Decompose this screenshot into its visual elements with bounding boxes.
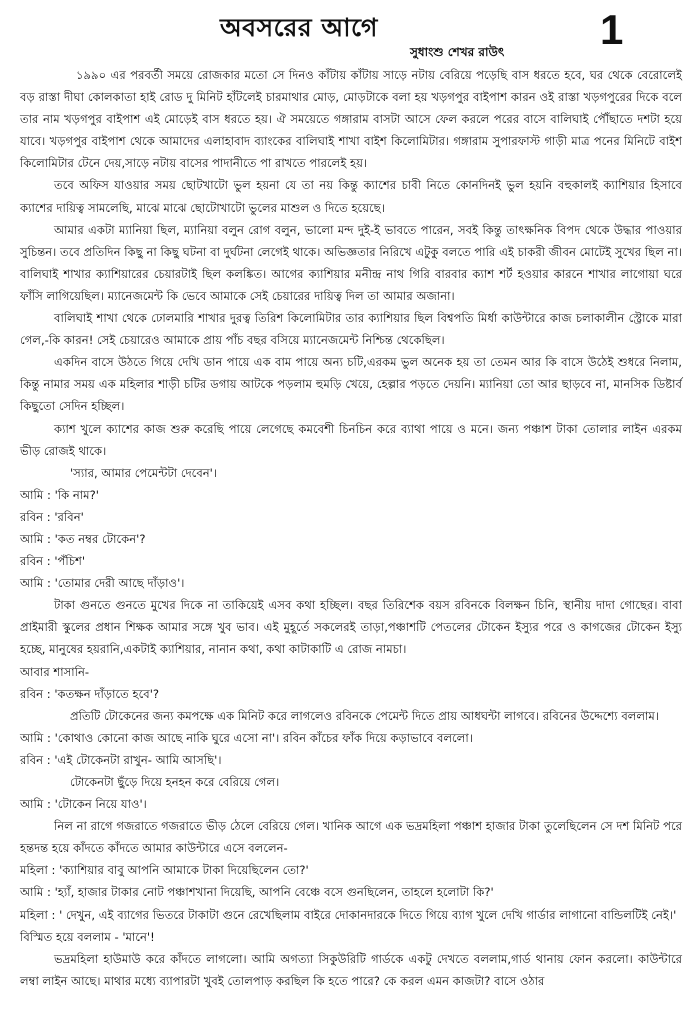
dialogue-line [20, 550, 682, 572]
page-number: 1 [600, 6, 624, 53]
dialogue-line [20, 904, 682, 926]
dialogue-text: 'রবিন' [54, 509, 84, 524]
paragraph: নিল না রাগে গজরাতে গজরাতে ভীড় ঠেলে বেরিয়ে গেল। খানিক আগে এক ভদ্রমহিলা পঞ্চাশ হাজার টাকা তুলেছিলেন সে দশ মিনিট পরে হন্তদন্ত হয়ে কাঁদতে কাঁদতে আমার কাউন্টারে এসে বললেন- [20, 819, 682, 856]
story-body [20, 64, 682, 992]
dialogue-line [20, 859, 682, 881]
speaker: মহিলা : [20, 863, 56, 878]
speaker: আমি : [20, 576, 51, 591]
story-title: অবসরের আগে [220, 13, 378, 42]
author-name: সুধাংশু শেখর রাউৎ [410, 45, 505, 59]
dialogue-text: 'কতক্ষন দাঁড়াতে হবে'? [54, 686, 160, 701]
paragraph: আবার শাসানি- [20, 664, 90, 679]
dialogue-text: ' দেখুন, এই ব্যাগের ভিতরে টাকাটা গুনে রেখেছিলাম বাইরে দোকানদারকে দিতে গিয়ে ব্যাগ খুলে দেখি গার্ডার লাগানো বান্ডিলটিই নেই।' [59, 907, 677, 922]
speaker: আমি : [20, 797, 51, 812]
paragraph: প্রতিটি টোকেনের জন্য কমপক্ষে এক মিনিট করে লাগলেও রবিনকে পেমেন্ট দিতে প্রায় আধঘন্টা লাগবে। রবিনের উদ্দেশ্যে বললাম। [70, 708, 660, 723]
paragraph: বিস্মিত হয়ে বললাম - 'মানে'! [20, 929, 155, 944]
speaker: রবিন : [20, 686, 51, 701]
dialogue-line [20, 528, 682, 550]
dialogue-line [20, 484, 682, 506]
paragraph: ১৯৯০ এর পরবর্তী সময়ে রোজকার মতো সে দিনও কাঁটায় কাঁটায় সাড়ে নটায় বেরিয়ে পড়েছি বাস ধরতে হবে, ঘর থেকে বেরোলেই বড় রাস্তা দীঘা কোলকাতা হাই রোড দু মিনিট হাঁটলেই চারমাথার মোড়, মোড়টাকে বলা হয় খড়গপুর বাইপাশ কারন ওই রাস্তা খড়গপুরের দিকে বলে তার নাম খড়গপুর বাইপাশ এই মোড়েই বাস ধরতে হয়। ঐ সময়েতে গঙ্গারাম বাসটা আসে ফেল করলে পরের বাসে বালিঘাই পৌঁছাতে দশটা হয়ে যাবে। খড়গপুর বাইপাশ থেকে আমাদের এলাহাবাদ ব্যাংকের বালিঘাই শাখা বাইশ কিলোমিটার। গঙ্গারাম সুপারফাস্ট গাড়ী মাত্র পনের মিনিটে বাইশ কিলোমিটার টেনে দেয়,সাড়ে নটায় বাসের পাদানীতে পা রাখতে পারলেই হয়। [20, 68, 682, 171]
dialogue-text: 'টোকেন নিয়ে যাও'। [54, 797, 147, 812]
speaker: আমি : [20, 487, 51, 502]
dialogue-line [20, 793, 682, 815]
dialogue-text: 'হ্যাঁ, হাজার টাকার নোট পঞ্চাশখানা দিয়েছি, আপনি বেঞ্চে বসে গুনছিলেন, তাহলে হলোটা কি?' [54, 885, 494, 900]
dialogue-text: 'কত নম্বর টোকেন'? [54, 531, 146, 546]
paragraph: টাকা গুনতে গুনতে মুখের দিকে না তাকিয়েই এসব কথা হচ্ছিল। বছর তিরিশেক বয়স রবিনকে বিলক্ষন চিনি, স্থানীয় দাদা গোছের। বাবা প্রাইমারী স্কুলের প্রধান শিক্ষক আমার সঙ্গে খুব ভাব। এই মুহূর্তে সকলেরই তাড়া,পঞ্চাশটি পেতলের টোকেন ইস্যুর পরে ও কাগজের টোকেন ইস্যু হচ্ছে, মানুষের হয়রানি,একটাই ক্যাশিয়ার, নানান কথা, কথা কাটাকাটি এ রোজ নামচা। [20, 598, 682, 657]
dialogue-line [20, 572, 682, 594]
dialogue-text: 'এই টোকেনটা রাখুন- আমি আসছি'। [54, 752, 222, 767]
dialogue-line [20, 749, 682, 771]
paragraph: ক্যাশ খুলে ক্যাশের কাজ শুরু করেছি পায়ে লেগেছে কমবেশী চিনচিন করে ব্যাথা পায়ে ও মনে। জন্য পঞ্চাশ টাকা তোলার লাইন এরকম ভীড় রোজই থাকে। [20, 421, 682, 458]
speaker: রবিন : [20, 509, 51, 524]
dialogue-text: 'পঁচিশ' [54, 554, 86, 569]
speaker: আমি : [20, 531, 51, 546]
dialogue-text: 'স্যার, আমার পেমেন্টটা দেবেন'। [70, 465, 218, 480]
speaker: রবিন : [20, 554, 51, 569]
dialogue-line [20, 462, 682, 484]
paragraph: বালিঘাই শাখা থেকে ঢোলমারি শাখার দুরত্ব তিরিশ কিলোমিটার তার ক্যাশিয়ার ছিল বিশ্বপতি মির্ধা কাউন্টারে কাজ চলাকালীন স্ট্রোকে মারা গেল,-কি কারন! সেই চেয়ারেও আমাকে প্রায় পাঁচ বছর বসিয়ে ম্যানেজমেন্ট নিশ্চিন্ত থেকেছিল। [20, 311, 682, 348]
dialogue-text: 'কোথাও কোনো কাজ আছে নাকি ঘুরে এসো না'। রবিন কাঁচের ফাঁক দিয়ে কড়াভাবে বললো। [54, 730, 473, 745]
paragraph: একদিন বাসে উঠতে গিয়ে দেখি ডান পায়ে এক বাম পায়ে অন্য চটি,এরকম ভুল অনেক হয় তা তেমন আর কি বাসে উঠেই শুধরে নিলাম, কিন্তু নামার সময় এক মহিলার শাড়ী চটির ডগায় আটকে পড়লাম হুমড়ি খেয়ে, হেল্পার পড়তে দেয়নি। ম্যানিয়া তো আর ছাড়বে না, মানসিক ডিষ্টার্ব কিছুতো সেদিন হচ্ছিল। [20, 355, 682, 414]
dialogue-line [20, 771, 682, 793]
dialogue-text: 'ক্যাশিয়ার বাবু আপনি আমাকে টাকা দিয়েছিলেন তো?' [59, 863, 309, 878]
speaker: আমি : [20, 885, 51, 900]
speaker: আমি : [20, 730, 51, 745]
dialogue-text: টোকেনটা ছুঁড়ে দিয়ে হনহন করে বেরিয়ে গেল। [70, 775, 280, 789]
dialogue-line [20, 881, 682, 903]
paragraph: ভদ্রমহিলা হাউমাউ করে কাঁদতে লাগলো। আমি অগত্যা সিকুউরিটি গার্ডকে একটু দেখতে বললাম,গার্ড থানায় ফোন করলো। কাউন্টারে লম্বা লাইন আছে। মাথার মধ্যে ব্যাপারটা খুবই তোলপাড় করছিল কি হতে পারে? কে করল এমন কাজটা? বাসে ওঠার [20, 951, 682, 988]
paragraph: আমার একটা ম্যানিয়া ছিল, ম্যানিয়া বলুন রোগ বলুন, ভালো মন্দ দুই-ই ভাবতে পারেন, সবই কিন্তু তাৎক্ষনিক বিপদ থেকে উদ্ধার পাওয়ার সুচিন্তন। তবে প্রতিদিন কিছু না কিছু ঘটনা বা দুর্ঘটনা লেগেই থাকে। অভিজ্ঞতার নিরিখে এটুকু বলতে পারি এই চাকরী জীবন মোটেই সুখের ছিল না। বালিঘাই শাখার ক্যাশিয়ারের চেয়ারটাই ছিল কলঙ্কিত। আগের ক্যাশিয়ার মনীন্দ্র নাথ গিরি বারবার ক্যাশ শর্ট হওয়ার কারনে শাখার লাগোয়া ঘরে ফাঁসি লাগিয়েছিল। ম্যানেজমেন্ট কি ভেবে আমাকে সেই চেয়ারের দায়িত্ব দিল তা আমার অজানা। [20, 222, 682, 303]
dialogue-line [20, 727, 682, 749]
speaker: রবিন : [20, 752, 51, 767]
paragraph: তবে অফিস যাওয়ার সময় ছোটখাটো ভুল হয়না যে তা নয় কিন্তু ক্যাশের চাবী নিতে কোনদিনই ভুল হয়নি বহুকালই ক্যাশিয়ার হিসাবে ক্যাশের দায়িত্ব সামলেছি, মাঝে মাঝে ছোটোখাটো ভুলের মাশুল ও দিতে হয়েছে। [20, 178, 682, 215]
speaker: মহিলা : [20, 907, 56, 922]
dialogue-text: 'কি নাম?' [54, 487, 99, 502]
dialogue-line [20, 506, 682, 528]
dialogue-text: 'তোমার দেরী আছে দাঁড়াও'। [54, 576, 185, 591]
dialogue-line [20, 683, 682, 705]
